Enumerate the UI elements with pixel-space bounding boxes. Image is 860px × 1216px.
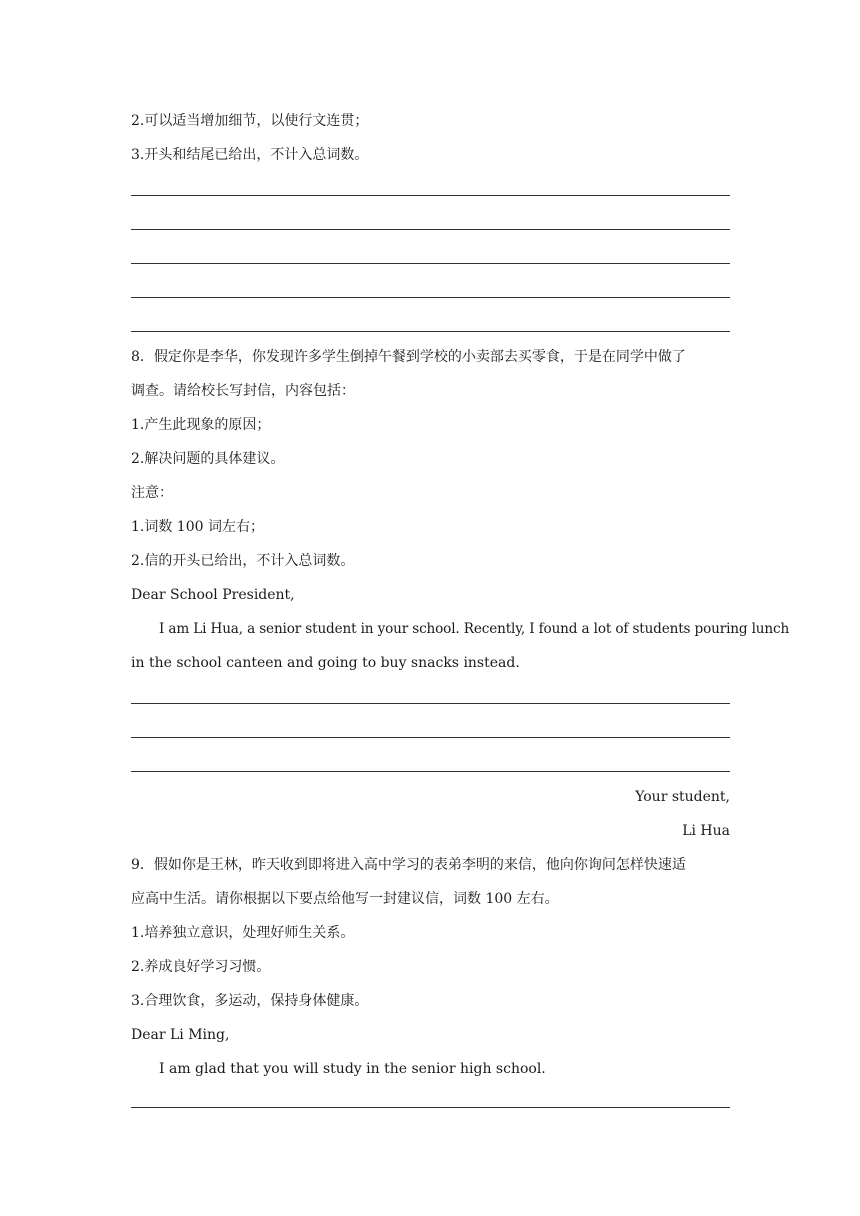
q8-opening-line-2: in the school canteen and going to buy snacks instead. [131,655,520,671]
answer-line [131,229,730,230]
q8-notice-1: 1.词数 100 词左右； [131,519,264,535]
q8-opening-line-1: I am Li Hua, a senior student in your school. Recently, I found a lot of students pouring lunch [159,621,790,637]
q7-note-2: 2.可以适当增加细节，以使行文连贯； [131,113,369,129]
answer-line [131,331,730,332]
answer-line [131,1107,730,1108]
q8-prompt-line-2: 调查。请给校长写封信，内容包括： [131,383,355,399]
answer-line [131,195,730,196]
q7-note-3: 3.开头和结尾已给出，不计入总词数。 [131,147,369,163]
answer-line [131,703,730,704]
q8-closing: Your student, [635,789,730,805]
q8-salutation: Dear School President, [131,587,295,603]
answer-line [131,771,730,772]
q9-point-2: 2.养成良好学习习惯。 [131,959,271,975]
q8-prompt-line-1: 8．假定你是李华，你发现许多学生倒掉午餐到学校的小卖部去买零食，于是在同学中做了 [131,349,686,365]
q8-point-1: 1.产生此现象的原因； [131,417,271,433]
q8-signature: Li Hua [682,823,730,839]
answer-line [131,737,730,738]
q9-prompt-line-1: 9．假如你是王林，昨天收到即将进入高中学习的表弟李明的来信，他向你询问怎样快速适 [131,857,686,873]
q9-salutation: Dear Li Ming, [131,1027,230,1043]
q9-prompt-line-2: 应高中生活。请你根据以下要点给他写一封建议信，词数 100 左右。 [131,891,559,907]
answer-line [131,297,730,298]
q9-point-3: 3.合理饮食，多运动，保持身体健康。 [131,993,369,1009]
q8-notice-2: 2.信的开头已给出，不计入总词数。 [131,553,355,569]
q8-point-2: 2.解决问题的具体建议。 [131,451,285,467]
q9-point-1: 1.培养独立意识，处理好师生关系。 [131,925,355,941]
answer-line [131,263,730,264]
q8-notice-label: 注意： [131,485,173,501]
q9-opening: I am glad that you will study in the senior high school. [159,1061,546,1077]
